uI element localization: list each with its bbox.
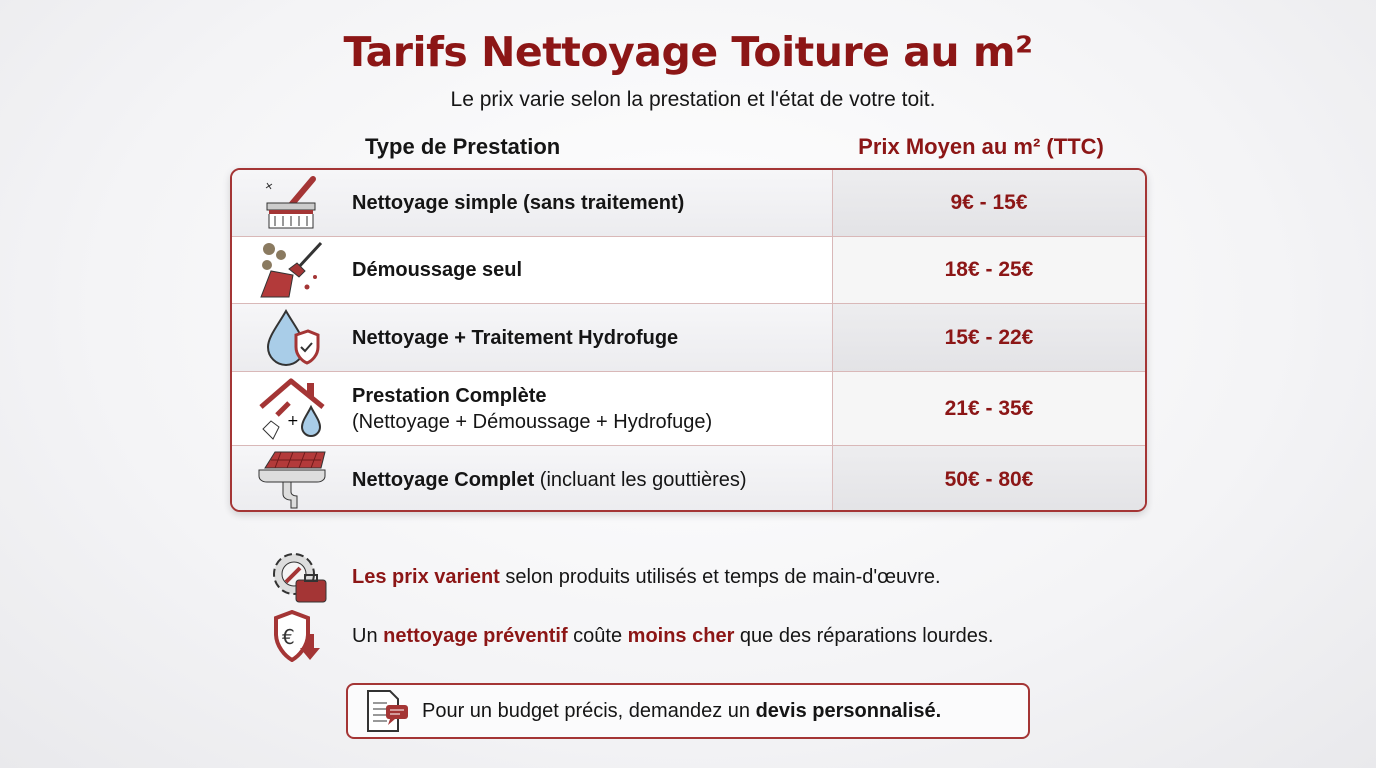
row-sublabel: (Nettoyage + Démoussage + Hydrofuge)	[352, 410, 713, 433]
euro-shield-down-icon	[268, 610, 330, 662]
row-label: Nettoyage simple (sans traitement)	[352, 192, 685, 214]
table-row	[232, 372, 1145, 446]
document-chat-icon	[364, 689, 410, 733]
highlight-text: nettoyage préventif	[383, 624, 568, 647]
note-prevention	[268, 610, 993, 662]
svg-text:€: €	[282, 625, 295, 649]
gear-toolbox-icon	[268, 548, 330, 606]
table-row	[232, 237, 1145, 304]
quote-callout[interactable]	[346, 683, 1030, 739]
broom-icon	[232, 170, 352, 236]
page-title: Tarifs Nettoyage Toiture au m²	[343, 28, 1033, 76]
row-price: 18€ - 25€	[832, 237, 1145, 303]
row-label: Prestation Complète	[352, 384, 547, 407]
svg-text:+: +	[287, 412, 299, 429]
callout-bold: devis personnalisé.	[755, 699, 942, 722]
column-header-type: Type de Prestation	[365, 134, 561, 159]
highlight-text: moins cher	[627, 624, 735, 647]
highlight-text: Les prix varient	[352, 565, 500, 588]
row-label: Démoussage seul	[352, 259, 523, 281]
house-brush-drop-icon	[232, 372, 352, 445]
column-header-price: Prix Moyen au m² (TTC)	[858, 134, 1104, 159]
pricing-table	[230, 168, 1147, 512]
callout-text: Pour un budget précis, demandez un	[422, 699, 756, 722]
note-text-part: selon produits utilisés et temps de main-d'œuvre.	[499, 565, 941, 588]
subtitle: Le prix varie selon la prestation et l'état de votre toit.	[450, 88, 936, 111]
row-price: 21€ - 35€	[832, 372, 1145, 445]
note-text-part: Un	[352, 624, 384, 647]
note-text	[352, 625, 993, 648]
table-row	[232, 304, 1145, 372]
table-row	[232, 170, 1145, 237]
water-drop-shield-icon	[232, 304, 352, 371]
moss-brush-icon	[232, 237, 352, 303]
row-price: 50€ - 80€	[832, 446, 1145, 512]
row-label: Nettoyage + Traitement Hydrofuge	[352, 326, 679, 349]
roof-gutter-icon	[232, 446, 352, 512]
row-sublabel: (incluant les gouttières)	[534, 469, 747, 491]
note-price-factors	[268, 548, 941, 606]
note-text	[352, 566, 941, 589]
note-text-part: coûte	[567, 624, 628, 647]
row-price: 9€ - 15€	[832, 170, 1145, 236]
row-price: 15€ - 22€	[832, 304, 1145, 371]
note-text-part: que des réparations lourdes.	[734, 624, 994, 647]
row-label: Nettoyage Complet	[352, 469, 535, 491]
table-row	[232, 446, 1145, 512]
